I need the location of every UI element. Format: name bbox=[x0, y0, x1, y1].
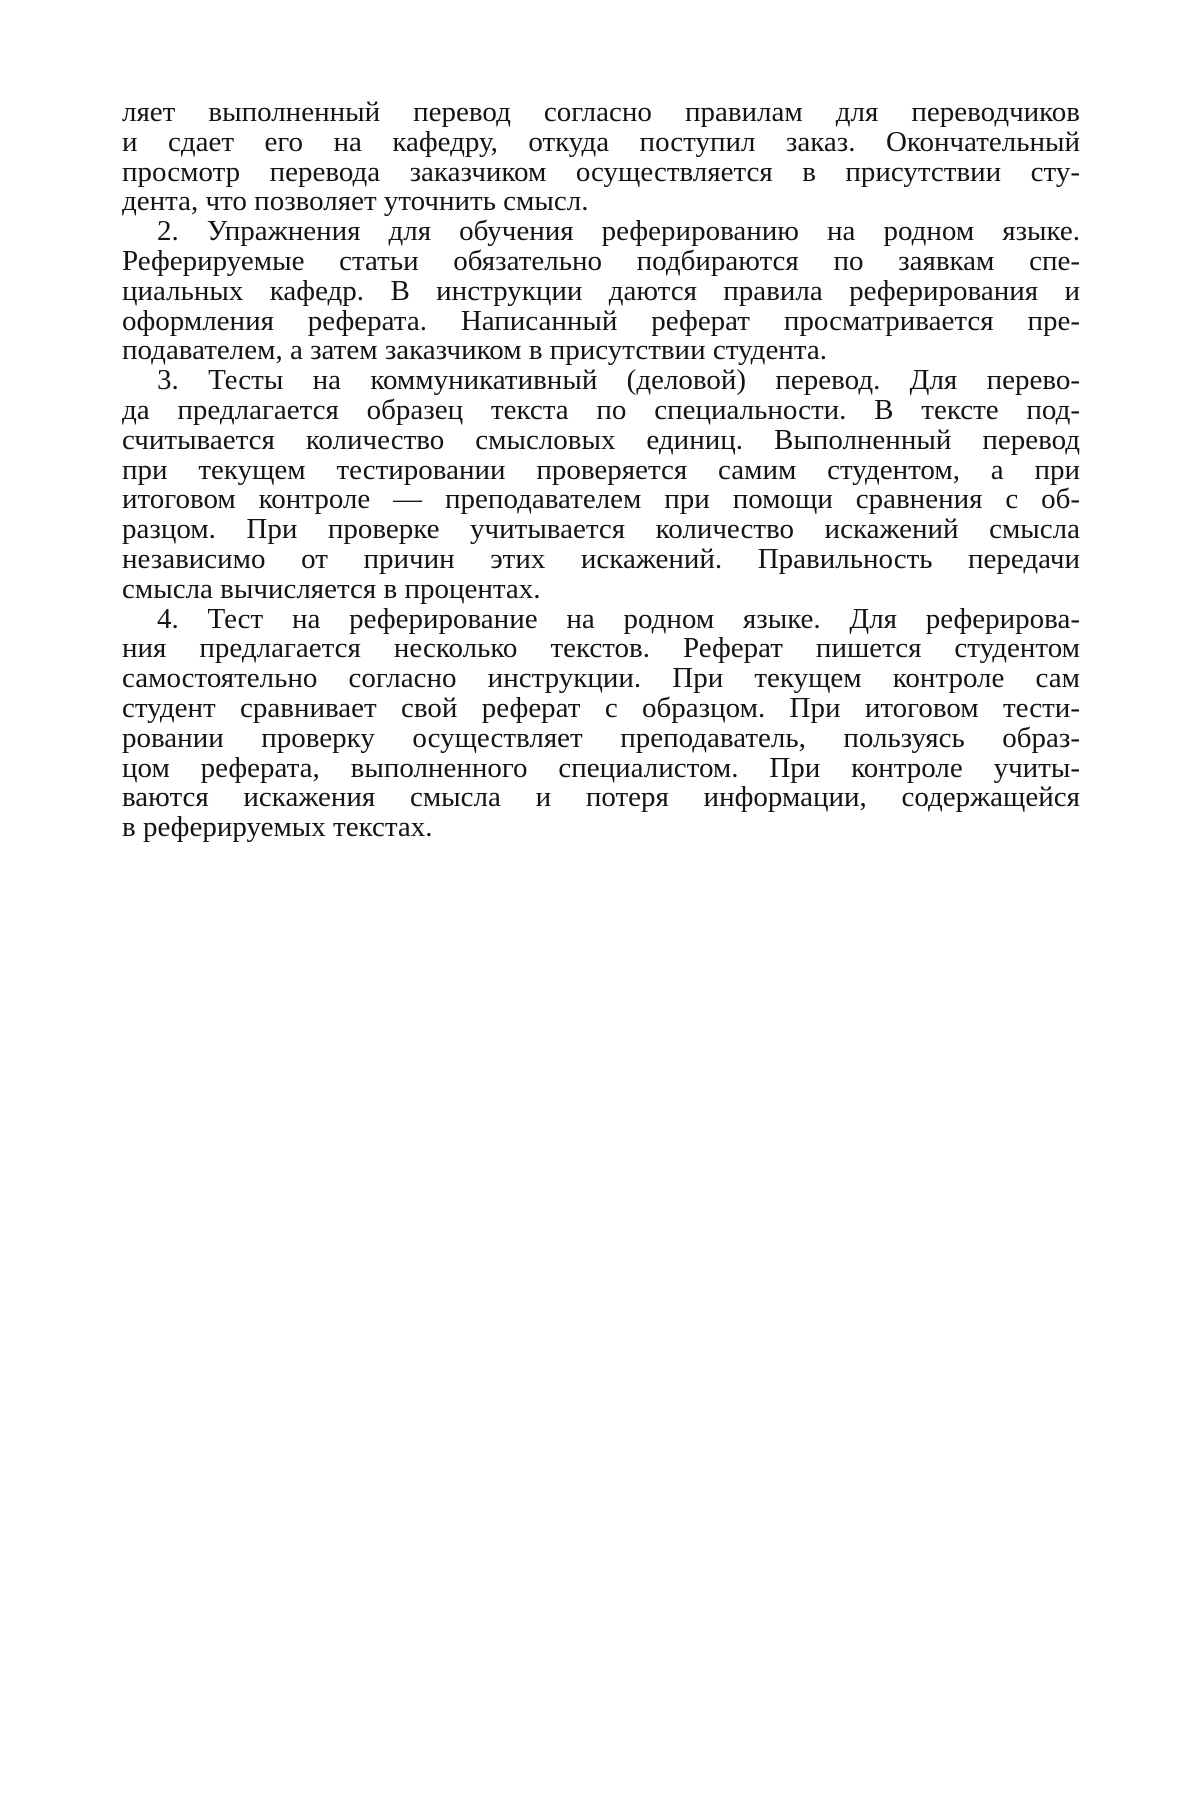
text-line: оформления реферата. Написанный реферат просматривается пре- bbox=[122, 304, 1080, 337]
text-line: считывается количество смысловых единиц. Выполненный перевод bbox=[122, 423, 1080, 456]
text-line: студент сравнивает свой реферат с образцом. При итоговом тести- bbox=[122, 691, 1080, 724]
document-page bbox=[122, 98, 1080, 843]
text-line: итоговом контроле — преподавателем при помощи сравнения с об- bbox=[122, 483, 1080, 516]
text-line: ния предлагается несколько текстов. Реферат пишется студентом bbox=[122, 632, 1080, 665]
paragraph-3 bbox=[122, 366, 1080, 604]
text-line: 3. Тесты на коммуникативный (деловой) перевод. Для перево- bbox=[157, 364, 1080, 397]
text-line: да предлагается образец текста по специальности. В тексте под- bbox=[122, 393, 1080, 426]
text-line: и сдает его на кафедру, откуда поступил заказ. Окончательный bbox=[122, 125, 1080, 158]
text-line: разцом. При проверке учитывается количество искажений смысла bbox=[122, 513, 1080, 546]
text-line: независимо от причин этих искажений. Правильность передачи bbox=[122, 542, 1080, 575]
text-line: 4. Тест на реферирование на родном языке. Для реферирова- bbox=[157, 602, 1080, 635]
text-line: ляет выполненный перевод согласно правилам для переводчиков bbox=[122, 96, 1080, 128]
text-line: 2. Упражнения для обучения реферированию на родном языке. bbox=[157, 215, 1080, 248]
paragraph-4 bbox=[122, 602, 1080, 844]
text-line: циальных кафедр. В инструкции даются правила реферирования и bbox=[122, 274, 1080, 307]
text-line: при текущем тестировании проверяется самим студентом, а при bbox=[122, 453, 1080, 486]
paragraph-2 bbox=[122, 217, 1080, 366]
text-line: подавателем, а затем заказчиком в присутствии студента. bbox=[122, 334, 827, 367]
text-line: самостоятельно согласно инструкции. При текущем контроле сам bbox=[122, 662, 1080, 695]
text-line: ваются искажения смысла и потеря информации, содержащейся bbox=[122, 781, 1080, 814]
text-line: в реферируемых текстах. bbox=[122, 811, 433, 844]
text-line: дента, что позволяет уточнить смысл. bbox=[122, 185, 589, 218]
text-line: Реферируемые статьи обязательно подбираются по заявкам спе- bbox=[122, 244, 1080, 277]
text-line: цом реферата, выполненного специалистом. При контроле учиты- bbox=[122, 751, 1080, 784]
text-line: просмотр перевода заказчиком осуществляется в присутствии сту- bbox=[122, 155, 1080, 188]
text-line: смысла вычисляется в процентах. bbox=[122, 572, 541, 605]
paragraph-1 bbox=[122, 98, 1080, 217]
text-line: ровании проверку осуществляет преподаватель, пользуясь образ- bbox=[122, 721, 1080, 754]
